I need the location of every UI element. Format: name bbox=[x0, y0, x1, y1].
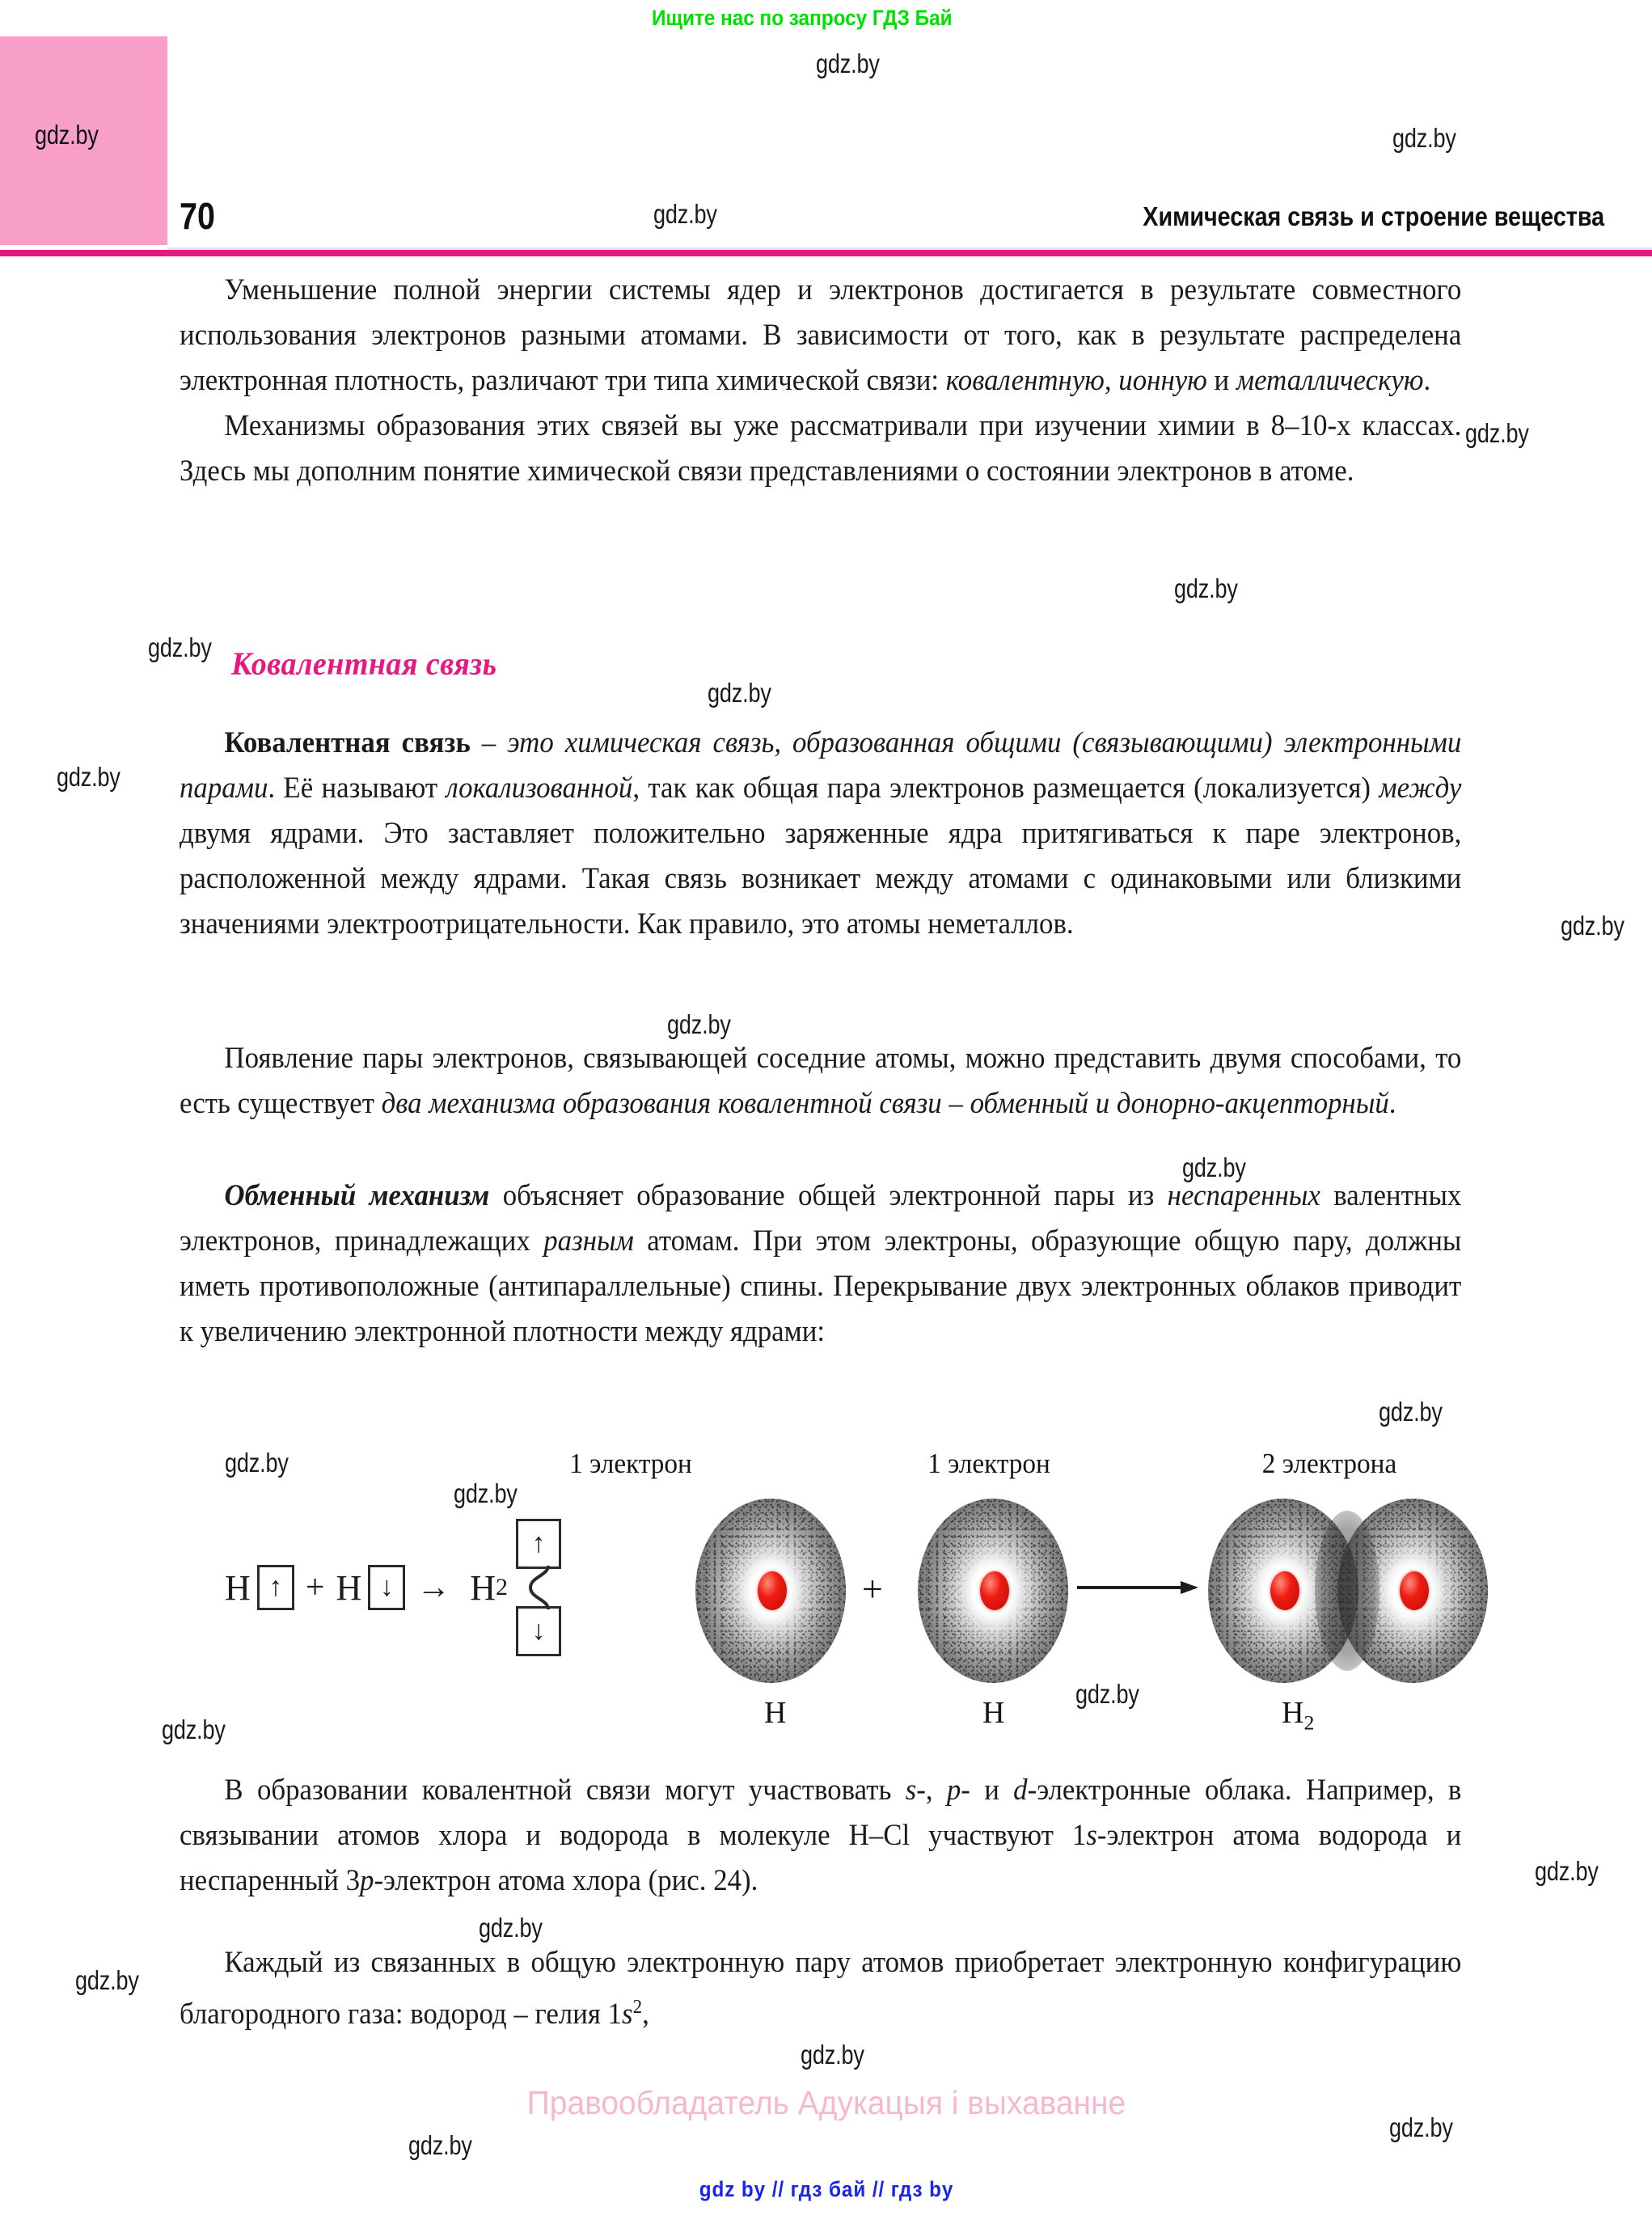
section-heading-covalent-bond: Ковалентная связь bbox=[231, 645, 497, 682]
paragraph-4-container bbox=[180, 1035, 1522, 1126]
p7-italic-s: s bbox=[622, 1997, 633, 2031]
orbital-cell-pair-up: ↑ bbox=[516, 1519, 561, 1569]
p3-text-c: , так как общая пара электронов размещается (локализуется) bbox=[632, 771, 1379, 804]
formula-h2: H bbox=[336, 1567, 362, 1608]
p6-text-b: -, bbox=[916, 1773, 947, 1806]
product-subscript: 2 bbox=[496, 1574, 508, 1600]
p6-italic-3p: p bbox=[360, 1863, 374, 1896]
p1-italic-2: металлическую bbox=[1236, 363, 1424, 396]
paragraph-definition bbox=[180, 720, 1461, 946]
page-number: 70 bbox=[180, 195, 216, 237]
p5-italic-2: разным bbox=[543, 1224, 634, 1257]
orbital-formula bbox=[225, 1519, 561, 1656]
p5-text-c: атомам. При этом электроны, образующие общую пару, должны иметь противоположные (антипараллельные) спины. Перекрывание двух электронных облаков приводит к увеличению электронной плотности между ядрами: bbox=[180, 1224, 1462, 1347]
p5-italic-1: неспаренных bbox=[1167, 1178, 1320, 1211]
orbital-pair-box bbox=[516, 1519, 561, 1656]
watermark: gdz.by bbox=[454, 1478, 518, 1508]
p6-italic-1s: s bbox=[1086, 1818, 1097, 1851]
watermark: gdz.by bbox=[1379, 1397, 1443, 1427]
paragraph-intro bbox=[180, 267, 1461, 403]
watermark: gdz.by bbox=[479, 1913, 543, 1943]
figure-plus-operator: + bbox=[862, 1568, 883, 1609]
paragraph-mechanisms: Механизмы образования этих связей вы уже рассматривали при изучении химии в 8–10-х классах. Здесь мы дополним понятие химической связи представлениями о состоянии электронов в атоме. bbox=[180, 408, 1462, 487]
p6-text-c: - и bbox=[961, 1773, 1014, 1806]
paragraph-1-container bbox=[180, 267, 1522, 403]
paragraph-3-container bbox=[180, 720, 1522, 946]
p3-text-a: – bbox=[470, 725, 508, 759]
p6-text-f: -электрон атома хлора (рис. 24). bbox=[374, 1863, 758, 1896]
figure-caption-right: 2 электрона bbox=[1261, 1448, 1397, 1479]
watermark: gdz.by bbox=[1174, 573, 1238, 603]
p3-italic-3: между bbox=[1379, 771, 1462, 804]
watermark: gdz.by bbox=[653, 199, 717, 229]
watermark: gdz.by bbox=[1392, 123, 1456, 153]
p4-italic: два механизма образования ковалентной связи – обменный и донорно-акцепторный bbox=[381, 1086, 1389, 1119]
formula-product bbox=[470, 1519, 561, 1656]
watermark: gdz.by bbox=[708, 678, 771, 708]
paragraph-7-container bbox=[180, 1939, 1522, 2036]
nucleus-icon bbox=[1270, 1571, 1299, 1610]
paragraph-6-container bbox=[180, 1767, 1522, 1903]
watermark: gdz.by bbox=[1465, 418, 1529, 448]
chapter-title: Химическая связь и строение вещества bbox=[1143, 201, 1604, 231]
p3-text-b: . Её называют bbox=[268, 771, 446, 804]
label-h: H bbox=[1282, 1696, 1304, 1730]
watermark: gdz.by bbox=[162, 1715, 226, 1744]
p7-superscript: 2 bbox=[632, 1997, 643, 2018]
watermark: gdz.by bbox=[1535, 1856, 1599, 1886]
p5-text-a: объясняет образование общей электронной пары из bbox=[489, 1178, 1168, 1211]
p3-bold-term: Ковалентная связь bbox=[224, 725, 471, 759]
orbital-cell-spin-down: ↓ bbox=[368, 1565, 405, 1610]
p4-text-b: . bbox=[1388, 1086, 1396, 1119]
watermark: gdz.by bbox=[1389, 2112, 1453, 2142]
nucleus-icon bbox=[758, 1571, 787, 1610]
p7-text-a: Каждый из связанных в общую электронную пару атомов приобретает электронную конфигурацию благородного газа: водород – гелия 1 bbox=[180, 1945, 1462, 2031]
watermark: gdz.by bbox=[1182, 1152, 1246, 1182]
nucleus-icon bbox=[980, 1571, 1009, 1610]
paragraph-noble-gas-config bbox=[180, 1939, 1461, 2036]
watermark: gdz.by bbox=[1561, 911, 1625, 941]
p6-text-e: -электрон атома водорода и неспаренный 3 bbox=[180, 1818, 1462, 1896]
watermark: gdz.by bbox=[75, 1965, 139, 1995]
p1-text-end: . bbox=[1423, 363, 1431, 396]
paragraph-exchange-mechanism bbox=[180, 1173, 1461, 1354]
orbital-cell-pair-down: ↓ bbox=[516, 1606, 561, 1656]
formula-h1: H bbox=[225, 1567, 251, 1608]
p1-text-mid: и bbox=[1206, 363, 1236, 396]
electron-cloud-h-left bbox=[695, 1499, 846, 1683]
promo-banner: Ищите нас по запросу ГДЗ Бай bbox=[652, 6, 953, 30]
p1-text-a: Уменьшение полной энергии системы ядер и электронов достигается в результате совместного использования электронов разными атомами. В зависимости от того, как в результате распределена электронная плотность, различают три типа химической связи: bbox=[180, 273, 1462, 396]
reaction-arrow-icon bbox=[1077, 1577, 1198, 1598]
paragraph-two-mechanisms bbox=[180, 1035, 1461, 1126]
figure-label-middle: H bbox=[982, 1696, 1005, 1730]
p3-italic-2: локализованной bbox=[446, 771, 633, 804]
watermark: gdz.by bbox=[57, 762, 120, 792]
copyright-owner: Правообладатель Адукацыя і выхаванне bbox=[526, 2084, 1126, 2121]
formula-plus: + bbox=[305, 1569, 325, 1606]
electron-cloud-h2-right-lobe bbox=[1337, 1499, 1488, 1683]
product-h: H bbox=[470, 1567, 496, 1608]
p4-text-a: Появление пары электронов, связывающей соседние атомы, можно представить двумя способами, то есть существует bbox=[180, 1041, 1462, 1119]
p6-italic-d: d bbox=[1013, 1773, 1028, 1806]
p3-text-d: двумя ядрами. Это заставляет положительно заряженные ядра притягиваться к паре электронов, расположенной между ядрами. Такая связь возникает между атомами с одинаковыми или близкими значениями электроотрицательности. Как правило, это атомы неметаллов. bbox=[180, 816, 1462, 940]
p1-italic-1: ковалентную, ионную bbox=[945, 363, 1207, 396]
figure-caption-middle: 1 электрон bbox=[927, 1448, 1050, 1479]
paragraph-5-container bbox=[180, 1173, 1522, 1354]
figure-label-left: H bbox=[764, 1696, 787, 1730]
figure-label-right bbox=[1282, 1695, 1314, 1736]
figure-caption-left: 1 электрон bbox=[569, 1448, 692, 1479]
p6-text-a: В образовании ковалентной связи могут участвовать bbox=[224, 1773, 906, 1806]
footer-links: gdz by // гдз бай // гдз by bbox=[699, 2177, 953, 2201]
paragraph-2-container bbox=[180, 403, 1522, 493]
watermark: gdz.by bbox=[148, 632, 212, 662]
header-rule-thick bbox=[0, 250, 1652, 256]
p3-italic-1: это химическая связь, образованная общими (связывающими) электронными парами bbox=[180, 725, 1462, 804]
paragraph-orbital-types bbox=[180, 1767, 1461, 1903]
p6-italic-s: s bbox=[905, 1773, 917, 1806]
watermark: gdz.by bbox=[667, 1009, 731, 1039]
p6-text-d: -электронные облака. Например, в связывании атомов хлора и водорода в молекуле H–Cl участвуют 1 bbox=[180, 1773, 1462, 1851]
p5-bold-italic-term: Обменный механизм bbox=[224, 1178, 490, 1211]
watermark: gdz.by bbox=[408, 2130, 472, 2160]
watermark: gdz.by bbox=[816, 49, 880, 78]
bond-squiggle-icon bbox=[521, 1566, 558, 1609]
watermark: gdz.by bbox=[35, 120, 99, 150]
formula-arrow: → bbox=[416, 1569, 451, 1606]
electron-cloud-h-middle bbox=[918, 1499, 1068, 1683]
label-h-subscript: 2 bbox=[1303, 1710, 1315, 1735]
p6-italic-p: p bbox=[946, 1773, 961, 1806]
watermark: gdz.by bbox=[801, 2040, 864, 2070]
watermark: gdz.by bbox=[1075, 1679, 1139, 1709]
orbital-cell-spin-up: ↑ bbox=[257, 1565, 294, 1610]
nucleus-icon bbox=[1400, 1571, 1429, 1610]
p7-text-b: , bbox=[642, 1997, 649, 2031]
p5-text-b: валентных электронов, принадлежащих bbox=[180, 1178, 1462, 1257]
watermark: gdz.by bbox=[225, 1448, 289, 1478]
